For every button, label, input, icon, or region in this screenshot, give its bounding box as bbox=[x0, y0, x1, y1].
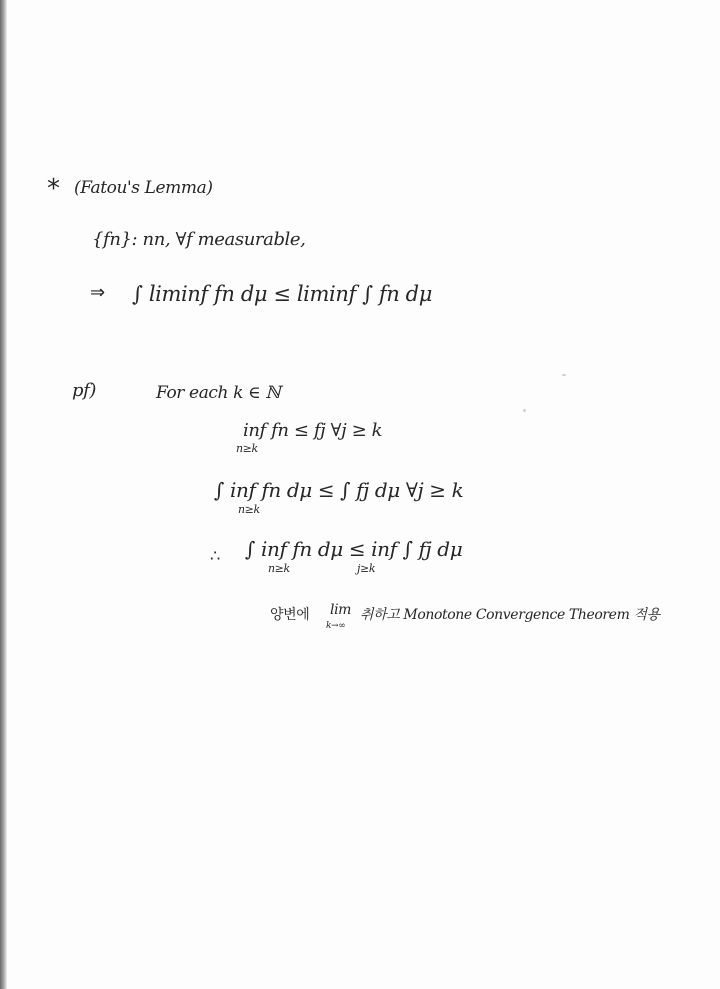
final-remark-lim-subscript: k→∞ bbox=[326, 621, 346, 631]
hypothesis-line: {fn}: nn, ∀f measurable, bbox=[92, 229, 306, 250]
proof-step-2: ∫ inf fn dμ ≤ ∫ fj dμ ∀j ≥ k bbox=[214, 478, 464, 502]
proof-step-3-subscript-left: n≥k bbox=[268, 562, 290, 575]
proof-step-1-subscript: n≥k bbox=[236, 442, 258, 455]
bullet-star: * bbox=[47, 174, 60, 204]
proof-step-3: ∫ inf fn dμ ≤ inf ∫ fj dμ bbox=[245, 537, 463, 561]
scan-speck bbox=[562, 374, 566, 376]
final-remark-prefix: 양변에 bbox=[270, 607, 310, 623]
proof-step-1: inf fn ≤ fj ∀j ≥ k bbox=[243, 420, 383, 441]
implies-arrow: ⇒ bbox=[90, 282, 106, 303]
scan-speck bbox=[523, 409, 526, 412]
proof-step-2-subscript: n≥k bbox=[238, 503, 260, 516]
proof-for-each: For each k ∈ ℕ bbox=[156, 383, 281, 403]
proof-step-3-subscript-right: j≥k bbox=[357, 562, 376, 575]
proof-label: pf) bbox=[72, 380, 97, 401]
page-left-edge bbox=[0, 0, 7, 989]
therefore-symbol: ∴ bbox=[210, 546, 221, 565]
final-remark-rest: 취하고 Monotone Convergence Theorem 적용 bbox=[360, 607, 660, 623]
final-remark-lim: lim bbox=[330, 602, 352, 618]
theorem-title: (Fatou's Lemma) bbox=[74, 178, 213, 198]
lemma-statement: ∫ liminf fn dμ ≤ liminf ∫ fn dμ bbox=[132, 282, 432, 306]
